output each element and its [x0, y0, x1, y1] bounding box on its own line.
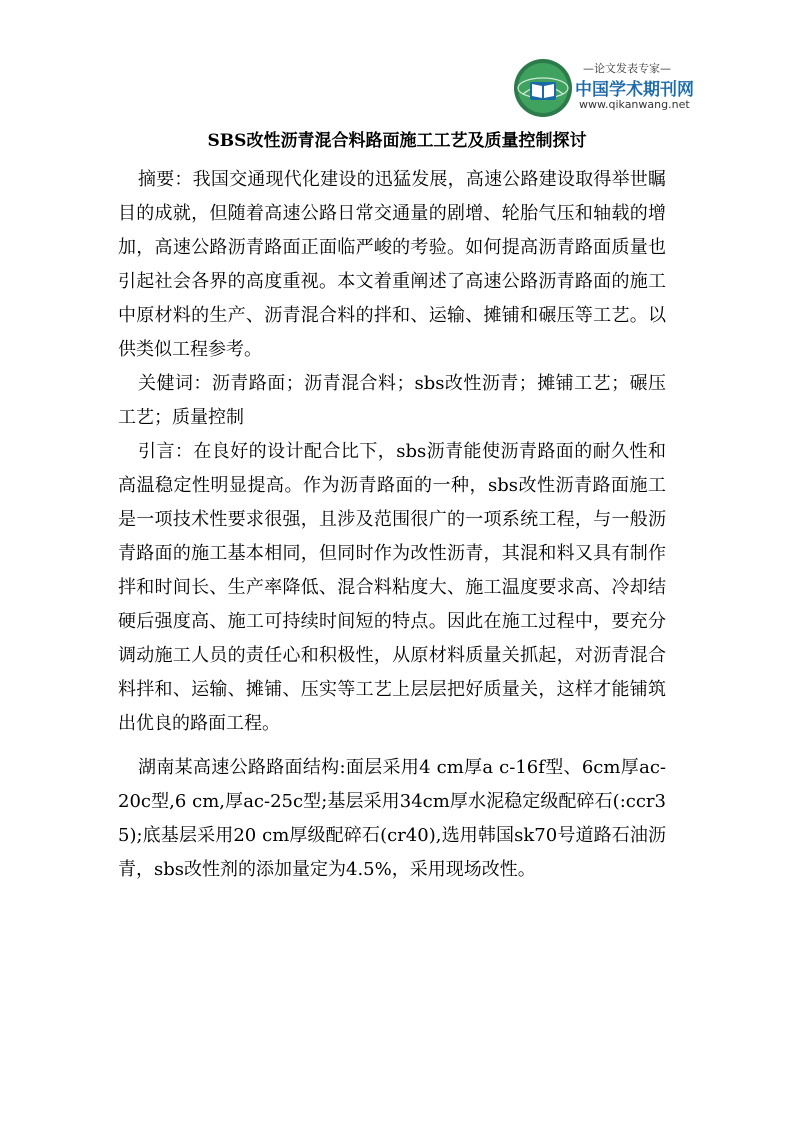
logo-name: 中国学术期刊网 [575, 80, 694, 100]
journal-logo [513, 58, 694, 120]
logo-tagline: —论文发表专家— [583, 62, 671, 75]
abstract-paragraph: 摘要：我国交通现代化建设的迅猛发展，高速公路建设取得举世瞩目的成就，但随着高速公路日常交通量的剧增、轮胎气压和轴载的增加，高速公路沥青路面正面临严峻的考验。如何提高沥青路面质量也引起社会各界的高度重视。本文着重阐述了高速公路沥青路面的施工中原材料的生产、沥青混合料的拌和、运输、摊铺和碾压等工艺。以供类似工程参考。 [118, 169, 666, 360]
structure-paragraph: 湖南某高速公路路面结构:面层采用4 cm厚a c-16f型、6cm厚ac-20c型,6 cm,厚ac-25c型;基层采用34cm厚水泥稳定级配碎石(:ccr35);底基层采用20 cm厚级配碎石(cr40),选用韩国sk70号道路石油沥青，sbs改性剂的添加量定为4.5%，采用现场改性。 [118, 757, 666, 880]
keywords-paragraph: 关健词：沥青路面；沥青混合料；sbs改性沥青；摊铺工艺；碾压工艺；质量控制 [118, 373, 666, 428]
book-globe-icon [513, 58, 573, 118]
document-body [118, 163, 666, 887]
logo-url: www.qikanwang.net [579, 98, 690, 111]
introduction-paragraph: 引言：在良好的设计配合比下，sbs沥青能使沥青路面的耐久性和高温稳定性明显提高。作为沥青路面的一种，sbs改性沥青路面施工是一项技术性要求很强，且涉及范围很广的一项系统工程，与一般沥青路面的施工基本相同，但同时作为改性沥青，其混和料又具有制作拌和时间长、生产率降低、混合料粘度大、施工温度要求高、冷却结硬后强度高、施工可持续时间短的特点。因此在施工过程中，要充分调动施工人员的责任心和积极性，从原材料质量关抓起，对沥青混合料拌和、运输、摊铺、压实等工艺上层层把好质量关，这样才能铺筑出优良的路面工程。 [118, 441, 666, 734]
document-title: SBS改性沥青混合料路面施工工艺及质量控制探讨 [207, 131, 587, 151]
